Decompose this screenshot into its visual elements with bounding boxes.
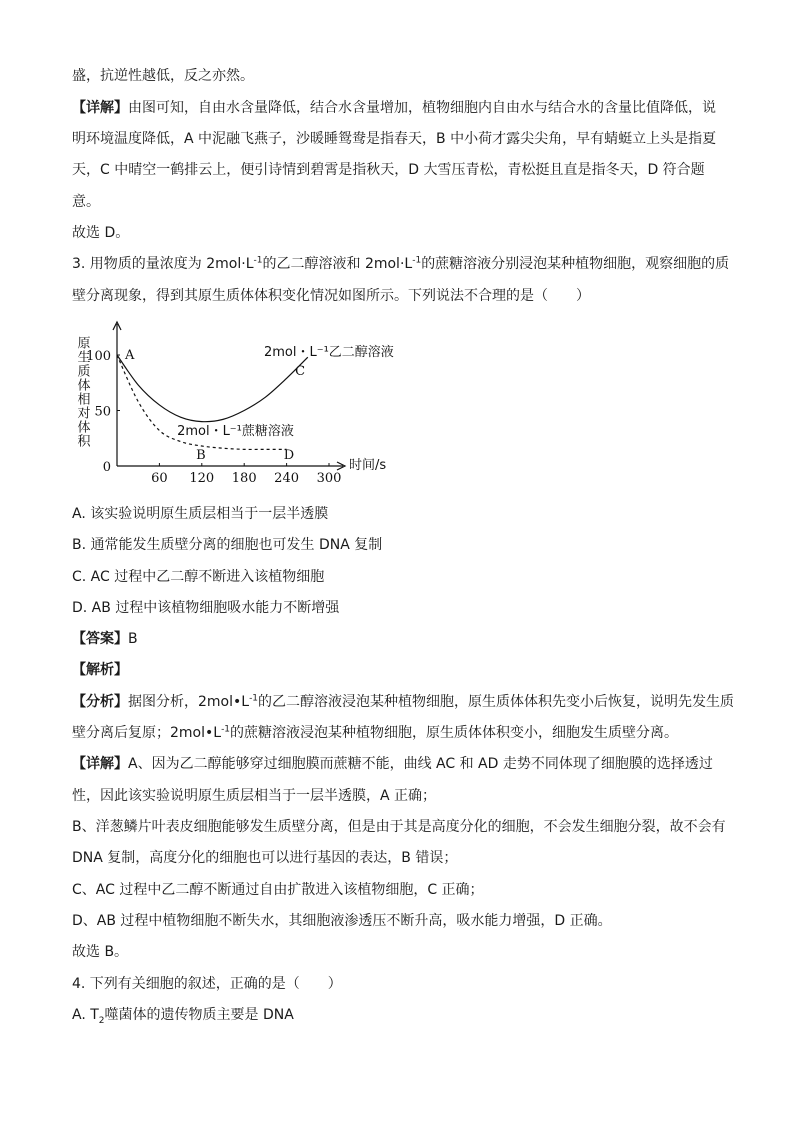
detail-line: 意。: [72, 194, 100, 210]
superscript: -1: [249, 693, 259, 704]
option-text: 噬菌体的遗传物质主要是 DNA: [104, 1007, 294, 1023]
superscript: -1: [221, 724, 231, 735]
choose-line: 故选 D。: [72, 225, 130, 241]
option-b: B. 通常能发生质壁分离的细胞也可发生 DNA 复制: [72, 537, 383, 553]
x-tick-label: 300: [316, 471, 342, 486]
analysis-tag: 【解析】: [72, 662, 128, 678]
detail-line: [72, 98, 716, 118]
y-tick-label: 50: [94, 404, 111, 420]
point-label-b: B: [196, 448, 206, 463]
series-label-sucrose: 2mol・L⁻¹蔗糖溶液: [177, 424, 294, 439]
answer-tag: 【答案】: [72, 631, 128, 647]
question-3-stem: [72, 254, 729, 274]
paragraph-line: 盛，抗逆性越低，反之亦然。: [72, 68, 254, 84]
detail-line: B、洋葱鳞片叶表皮细胞能够发生质壁分离，但是由于其是高度分化的细胞，不会发生细胞分裂，故不会有: [72, 819, 726, 835]
detail-text: A、因为乙二醇能够穿过细胞膜而蔗糖不能，曲线 AC 和 AD 走势不同体现了细胞膜的选择透过: [128, 756, 713, 772]
stem-text: 的蔗糖溶液分别浸泡某种植物细胞，观察细胞的质: [421, 256, 730, 272]
detail-line: DNA 复制，高度分化的细胞也可以进行基因的表达，B 错误；: [72, 850, 458, 866]
option-a: A. 该实验说明原生质层相当于一层半透膜: [72, 506, 329, 522]
detail-tag: 【详解】: [72, 100, 128, 116]
question-4-stem: 4. 下列有关细胞的叙述，正确的是（ ）: [72, 976, 342, 992]
option-c: C. AC 过程中乙二醇不断进入该植物细胞: [72, 569, 325, 585]
series-line-ethylene-glycol: [117, 355, 308, 422]
superscript: -1: [412, 255, 422, 266]
fenxi-tag: 【分析】: [72, 694, 128, 710]
x-axis-label: 时间/s: [349, 458, 387, 473]
detail-line: [72, 754, 713, 774]
detail-tag: 【详解】: [72, 756, 128, 772]
fenxi-line: [72, 692, 734, 712]
question-3-stem-line2: 壁分离现象，得到其原生质体体积变化情况如图所示。下列说法不合理的是（ ）: [72, 288, 590, 304]
point-label-d: D: [283, 448, 295, 463]
y-axis-label: 原生质体相对体积: [74, 336, 90, 448]
detail-line: 天，C 中晴空一鹤排云上，便引诗情到碧霄是指秋天，D 大雪压青松，青松挺且直是指冬天，D 符合题: [72, 162, 705, 178]
detail-line: D、AB 过程中植物细胞不断失水，其细胞液渗透压不断升高，吸水能力增强，D 正确。: [72, 913, 612, 929]
superscript: -1: [253, 255, 263, 266]
option-text: A. T: [72, 1007, 99, 1023]
fenxi-text: 的蔗糖溶液浸泡某种植物细胞，原生质体体积变小，细胞发生质壁分离。: [230, 725, 679, 741]
detail-line: C、AC 过程中乙二醇不断通过自由扩散进入该植物细胞，C 正确；: [72, 882, 484, 898]
fenxi-text: 壁分离后复原；2mol•L: [72, 725, 222, 741]
x-tick-label: 60: [151, 471, 168, 486]
x-tick-label: 240: [274, 471, 300, 486]
x-tick-label: 180: [231, 471, 257, 486]
detail-line: 明环境温度降低，A 中泥融飞燕子，沙暖睡鸳鸯是指春天，B 中小荷才露尖尖角，早有蜻蜓立上头是指夏: [72, 131, 717, 147]
detail-text: 由图可知，自由水含量降低，结合水含量增加，植物细胞内自由水与结合水的含量比值降低，说: [128, 100, 716, 116]
fenxi-text: 的乙二醇溶液浸泡某种植物细胞，原生质体体积先变小后恢复，说明先发生质: [258, 694, 735, 710]
x-tick-label: 120: [189, 471, 215, 486]
series-label-ethylene-glycol: 2mol・L⁻¹乙二醇溶液: [263, 345, 394, 360]
subscript: 2: [98, 1015, 105, 1026]
stem-text: 的乙二醇溶液和 2mol·L: [262, 256, 413, 272]
answer-line: [72, 629, 138, 649]
point-label-c: C: [295, 363, 306, 379]
protoplast-volume-chart: [68, 318, 488, 493]
fenxi-line-2: [72, 723, 678, 743]
choose-line: 故选 B。: [72, 944, 129, 960]
y-tick-label: 100: [86, 349, 111, 364]
question-4-option-a: [72, 1005, 294, 1025]
point-label-a: A: [125, 348, 135, 363]
option-d: D. AB 过程中该植物细胞吸水能力不断增强: [72, 600, 340, 616]
fenxi-text: 据图分析，2mol•L: [128, 694, 250, 710]
answer-value: B: [128, 631, 138, 647]
detail-line: 性，因此该实验说明原生质层相当于一层半透膜，A 正确；: [72, 788, 437, 804]
y-tick-label: 0: [102, 460, 111, 475]
stem-text: 3. 用物质的量浓度为 2mol·L: [72, 256, 254, 272]
